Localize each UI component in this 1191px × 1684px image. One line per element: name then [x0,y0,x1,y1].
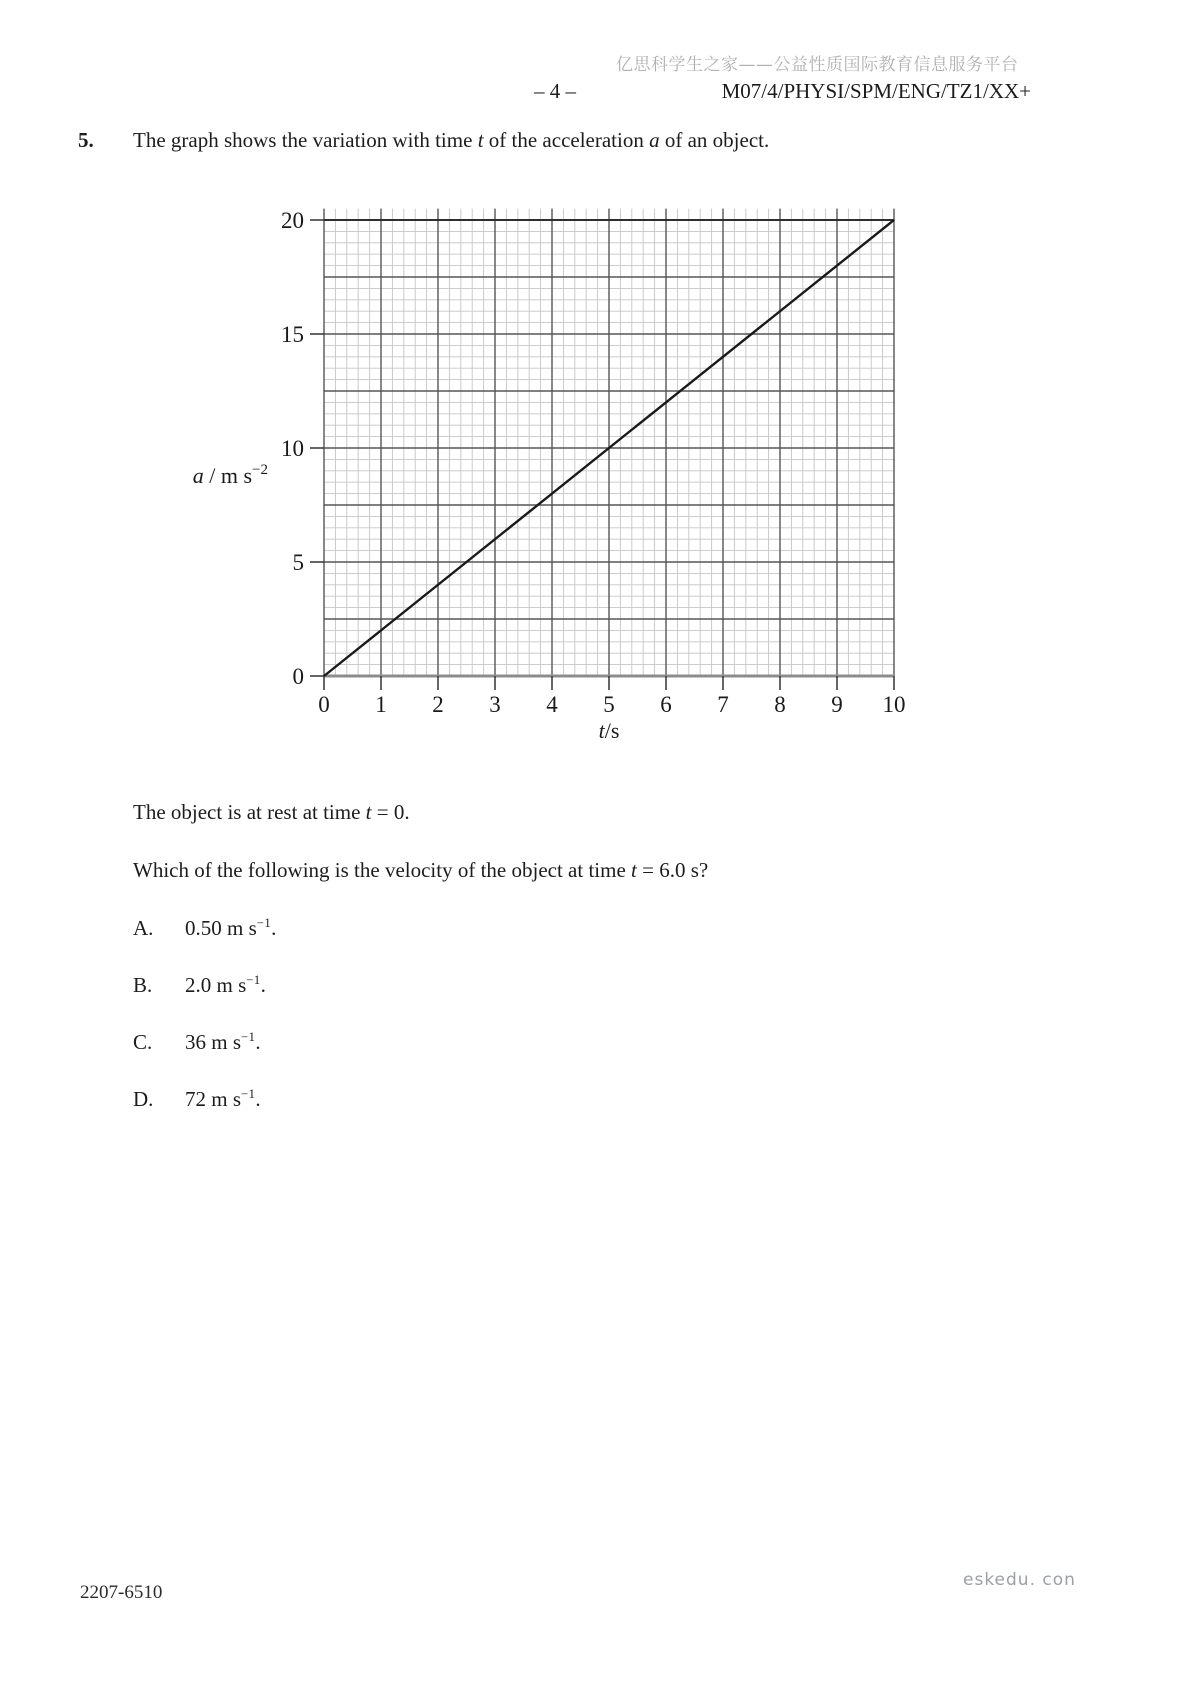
option-letter: D. [133,1087,154,1111]
var-t: t [631,858,637,882]
document-code: 2207-6510 [80,1582,163,1603]
page-number: – 4 – [534,79,576,103]
svg-text:5: 5 [292,550,304,575]
svg-text:4: 4 [546,692,558,717]
svg-text:10: 10 [882,692,906,717]
paper-code: M07/4/PHYSI/SPM/ENG/TZ1/XX+ [721,79,1031,103]
option-value: 0.50 m $s^{-1}$. [185,916,277,940]
superscript: −1 [241,1087,256,1101]
superscript: −1 [256,916,272,930]
site-url-watermark: eskedu. con [963,1570,1076,1590]
header-site-watermark: 亿思科学生之家——公益性质国际教育信息服务平台 [616,55,1019,75]
svg-text:8: 8 [774,692,786,717]
rest-statement: The object is at rest at time t = 0. [133,800,410,824]
question-prompt: Which of the following is the velocity of the object at time t = 6.0 s? [133,858,709,882]
option-letter: A. [133,916,154,940]
superscript: −1 [241,1030,256,1044]
option-a [133,916,276,941]
acceleration-graph [170,190,960,780]
stem-text: The graph shows the variation with time [133,128,478,152]
major-grid [324,209,894,676]
svg-text:3: 3 [489,692,501,717]
x-axis-ticks [324,676,894,690]
option-value: 36 m $s^{-1}$. [185,1030,261,1054]
var-a: a [649,128,660,152]
superscript: −1 [246,973,261,987]
option-value: 72 m $s^{-1}$. [185,1087,261,1111]
svg-text:20: 20 [281,208,304,233]
y-axis-ticks [310,220,324,676]
x-axis-label: t/s [598,718,620,743]
svg-text:2: 2 [432,692,444,717]
var-t: t [365,800,372,824]
question-stem: The graph shows the variation with time t of the acceleration a of an object. [133,128,770,152]
y-tick-labels [281,208,304,689]
svg-text:9: 9 [831,692,843,717]
option-value: 2.0 m $s^{-1}$. [185,973,266,997]
svg-text:15: 15 [281,322,304,347]
option-letter: C. [133,1030,153,1054]
svg-text:10: 10 [281,436,304,461]
option-d [133,1087,261,1112]
x-tick-labels [318,692,905,717]
svg-text:5: 5 [603,692,615,717]
option-b [133,973,266,998]
svg-text:0: 0 [318,692,330,717]
question-number: 5. [78,128,94,152]
svg-text:6: 6 [660,692,672,717]
option-c [133,1030,261,1055]
option-letter: B. [133,973,153,997]
svg-text:0: 0 [292,664,304,689]
var-t: t [477,128,484,152]
svg-text:1: 1 [375,692,387,717]
y-axis-label: a / m $s^{-2}$ [192,462,268,488]
svg-text:7: 7 [717,692,729,717]
